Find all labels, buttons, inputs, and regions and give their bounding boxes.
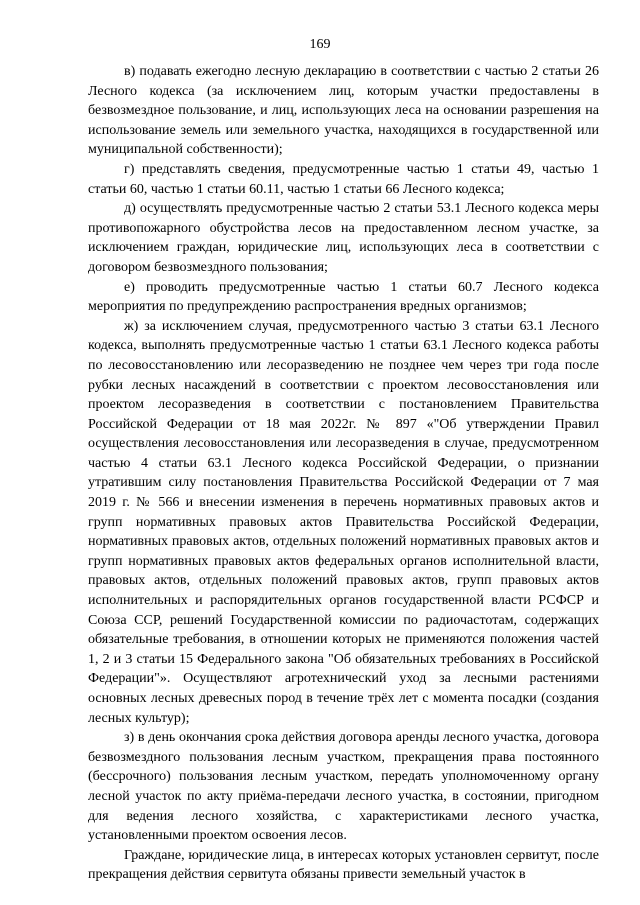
page-number: 169	[309, 37, 331, 52]
paragraph-d-fire-protection: д) осуществлять предусмотренные частью 2 статьи 53.1 Лесного кодекса меры противопожарного обустройства лесов на предоставленном лесном участке, за исключением граждан, юридические лиц, использующих леса в соответствии с договором безвозмездного пользования;	[88, 201, 599, 275]
paragraph-zh-reforestation: ж) за исключением случая, предусмотренного частью 3 статьи 63.1 Лесного кодекса, выполнять предусмотренные частью 1 статьи 63.1 Лесного кодекса работы по лесовосстановлению или лесоразведению не позднее чем через три года после рубки лесных насаждений в соответствии с проектом лесовосстановления или проектом лесоразведения в соответствии с постановлением Правительства Российской Федерации от 18 мая 2022г. № 897 «"Об утверждении Правил осуществления лесовосстановления или лесоразведения в случае, предусмотренном частью 4 статьи 63.1 Лесного кодекса Российской Федерации, о признании утратившим силу постановления Правительства Российской Федерации от 7 мая 2019 г. № 566 и внесении изменения в перечень нормативных правовых актов и групп нормативных правовых актов Правительства Российской Федерации, нормативных правовых актов, отдельных положений нормативных правовых актов и групп нормативных правовых актов федеральных органов исполнительной власти, правовых актов, отдельных положений правовых актов, групп правовых актов исполнительных и распорядительных органов государственной власти РСФСР и Союза ССР, решений Государственной комиссии по радиочастотам, содержащих обязательные требования, в отношении которых не применяются положения частей 1, 2 и 3 статьи 15 Федерального закона "Об обязательных требованиях в Российской Федерации"». Осуществляют агротехнический уход за лесными растениями основных лесных древесных пород в течение трёх лет с момента посадки (создания лесных культур);	[88, 318, 599, 726]
paragraph-servitude: Граждане, юридические лица, в интересах которых установлен сервитут, после прекращения действия сервитута обязаны привести земельный участок в	[88, 847, 599, 883]
paragraph-z-plot-return: з) в день окончания срока действия договора аренды лесного участка, договора безвозмездного пользования лесным участком, прекращения права постоянного (бессрочного) пользования лесным участком, передать уполномоченному органу лесной участок по акту приёма-передачи лесного участка, в состоянии, пригодном для ведения лесного хозяйства, с характеристиками лесного участка, установленными проектом освоения лесов.	[88, 730, 599, 844]
paragraph-v-forest-declaration: в) подавать ежегодно лесную декларацию в соответствии с частью 2 статьи 26 Лесного кодекса (за исключением лиц, которым участки предоставлены в безвозмездное пользование, и лиц, использующих леса на основании разрешения на использование земель или земельного участка, находящихся в государственной или муниципальной собственности);	[88, 64, 599, 158]
paragraph-e-pest-prevention: е) проводить предусмотренные частью 1 статьи 60.7 Лесного кодекса мероприятия по предупреждению распространения вредных организмов;	[88, 279, 599, 315]
document-body	[88, 62, 599, 885]
paragraph-g-information: г) представлять сведения, предусмотренные частью 1 статьи 49, частью 1 статьи 60, частью 1 статьи 60.11, частью 1 статьи 66 Лесного кодекса;	[88, 161, 599, 197]
